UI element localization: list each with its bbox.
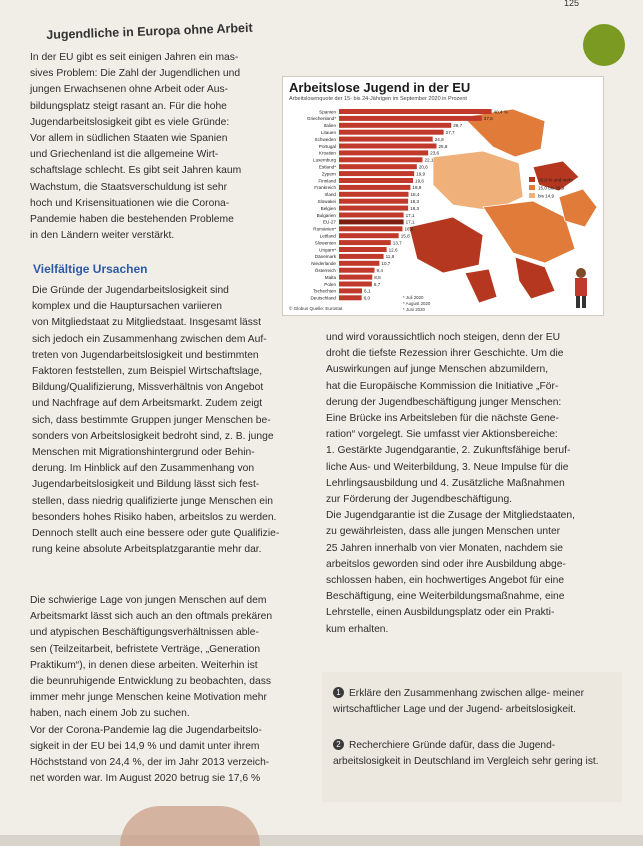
category-label: Ungarn* [319,247,336,253]
category-label: Slowenien [314,240,336,246]
value-label: 16,8 [404,226,414,232]
text-line: sonders von Arbeitslosigkeit bedroht sind, z. B. junge [32,430,274,442]
text-line: Menschen mit Migrationshintergrund oder Behin- [32,447,255,459]
value-label: 24,8 [434,136,444,142]
bar [339,171,414,176]
category-label: Luxemburg [313,157,336,163]
text-line: besonders hohes Risiko haben, arbeitslos zu werden. [32,511,277,523]
text-line: derung der Jugendbeschäftigung junger Menschen: [326,396,562,408]
chart-subtitle: Arbeitslosenquote der 15- bis 24-Jährigen im September 2020 in Prozent [289,96,467,102]
category-label: Lettland [319,233,336,239]
bar [339,185,410,190]
value-label: 22,1 [424,157,434,163]
legend-swatch [529,185,535,190]
value-label: 8,7 [373,281,381,287]
chart-source: © Globus Quelle: Eurostat [289,306,343,311]
category-label: Polen [324,281,336,287]
bar [339,164,417,169]
bar [339,282,372,287]
text-line: sives Problem: Die Zahl der Jugendlichen und [30,68,241,80]
text-line: net worden war. Im August 2020 betrug sie 17,6 % [30,773,261,785]
chart-note: * Juli 2020 [403,295,424,300]
bar [339,130,444,135]
value-label: 18,3 [410,205,420,211]
chart-title: Arbeitslose Jugend in der EU [289,80,471,95]
page-number: 125 [563,0,579,8]
category-label: EU-27 [322,219,336,225]
chart-note: * Juni 2020 [403,307,425,312]
value-label: 25,8 [438,143,448,149]
value-label: 37,8 [483,116,493,122]
value-label: 20,6 [418,164,428,170]
category-label: Kroatien [318,150,336,156]
task-text: Recherchiere Gründe dafür, dass die Jugend- arbeitslosigkeit in Deutschland im Vergleich sehr gering ist. [333,740,599,767]
text-line: Bildung/Qualifizierung, Missverhältnis von Angebot [32,382,264,394]
bar [339,240,391,245]
text-line: 25 Jahren innerhalb von vier Monaten, nachdem sie [326,542,563,554]
map-region [483,201,575,263]
bar [339,288,362,293]
bar [339,116,482,121]
value-label: 15,8 [400,233,410,239]
value-label: 19,6 [415,178,424,184]
bar [339,233,399,238]
category-label: Bulgarien [316,212,336,218]
category-label: Portugal [318,143,336,149]
bar [339,226,402,231]
text-line: Eine Brücke ins Arbeitsleben für die nächste Gene- [326,413,559,425]
person-icon [582,296,586,308]
category-label: Slowakei [317,199,336,204]
bar [339,247,387,252]
value-label: 6,0 [363,295,371,301]
value-label: 10,7 [381,261,391,267]
chart-svg [283,77,603,315]
text-line: Die schwierige Lage von jungen Menschen auf dem [30,595,267,606]
value-label: 18,4 [410,192,420,198]
text-line: Arbeitsmarkt lässt sich auch an den oftmals prekären [30,611,273,623]
text-line: und Nachfrage auf dem Arbeitsmarkt. Zudem zeigt [32,398,263,410]
map-region [409,217,483,273]
text-line: sich jedoch ein Zusammenhang zwischen dem Auf- [32,333,267,345]
text-line: immer mehr junge Menschen keine Motivation mehr [30,692,267,704]
value-label: 6,1 [364,288,371,294]
text-line: und wird voraussichtlich noch steigen, denn der EU [326,332,561,343]
bar [339,192,409,197]
text-line: Lehrstelle, einen Ausbildungsplatz oder ein Prakti- [326,607,555,619]
text-line: hat die Europäische Kommission die Initiative „För- [326,380,559,392]
category-label: Malta [324,274,336,280]
text-line: Jugendarbeitslosigkeit und Bildung lässt sich fest- [32,479,260,491]
value-label: 18,9 [412,185,422,191]
text-line: Lehrlingsausbildung und 4. Zusätzliche Maßnahmen [326,477,565,489]
page-title: Jugendliche in Europa ohne Arbeit [46,20,253,42]
text-line: Faktoren feststellen, zum Beispiel Wirtschaftslage, [32,366,263,378]
category-label: Österreich [314,268,336,273]
map-region [465,269,497,303]
text-line: Praktikum“), in denen diese arbeiten. Weiterhin ist [30,659,258,671]
task-2 [333,738,605,769]
text-line: bildungsplatz steigt rasant an. Für die hohe [30,100,227,112]
text-line: Vor allem in südlichen Staaten wie Spanien [30,133,228,145]
value-label: 29,7 [453,123,463,129]
text-line: Beschäftigung, eine Weiterbildungsmaßnahme, eine [326,591,565,603]
category-label: Dänemark [314,254,336,260]
bar [339,219,404,224]
value-label: 27,7 [445,130,455,135]
category-label: Spanien [319,109,336,115]
text-line: derung. Im Hinblick auf den Zusammenhang von [32,463,255,475]
text-line: rung keine absolute Arbeitsplatzgarantie mehr dar. [32,544,262,556]
category-label: Litauen [320,130,336,135]
text-line: zur Förderung der Jugendbeschäftigung. [326,494,513,506]
text-line: treten von Jugendarbeitslosigkeit und bestimmten [32,349,259,361]
bar [339,206,408,211]
person-icon [576,268,586,278]
bar [339,178,413,183]
category-label: Estland* [318,164,336,170]
value-label: 17,1 [405,219,415,225]
task-number: 2 [333,739,344,750]
text-line: zu gewährleisten, dass alle jungen Menschen unter [326,526,561,538]
value-label: 9,4 [376,268,383,273]
legend-swatch [529,177,535,182]
bar [339,213,404,218]
task-text: Erkläre den Zusammenhang zwischen allge- meiner wirtschaftlicher Lage und der Jugend- arbeitslosigkeit. [333,688,584,715]
text-line: sen (Teilzeitarbeit, befristete Verträge, „Generation [30,643,261,655]
text-line: und Griechenland ist die allgemeine Wirt- [30,149,219,161]
text-line: Wachstum, die Staatsverschuldung ist sehr [30,181,228,193]
category-label: Italien [323,123,336,129]
category-label: Rumänien* [313,226,336,232]
text-line: Die Gründe der Jugendarbeitslosigkeit sind [32,285,229,296]
legend-swatch [529,193,535,198]
text-line: Die Jugendgarantie ist die Zusage der Mitgliedstaaten, [326,510,575,522]
text-line: In der EU gibt es seit einigen Jahren ein mas- [30,52,239,63]
bar [339,157,422,162]
text-line: schlossen haben, ein hochwertiges Angebot für eine [326,575,565,587]
paragraph-situation [30,593,318,787]
value-label: 18,3 [410,199,420,204]
green-marker [583,24,625,66]
text-line: Höchststand von 24,4 %, der im Jahr 2013 verzeich- [30,757,270,769]
bar [339,144,436,149]
paragraph-initiative [326,330,616,638]
task-number: 1 [333,687,344,698]
text-line: sigkeit in der EU bei 14,9 % und damit unter ihrem [30,740,260,752]
bar [339,254,384,259]
map-region [515,257,555,299]
legend-label: 15,0 bis 29,9 [538,185,565,191]
value-label: 19,9 [416,171,426,177]
category-label: Frankreich [314,185,336,191]
text-line: jungen Erwachsenen ohne Arbeit oder Aus- [30,84,229,96]
text-line: haben, nach einem Job zu suchen. [30,708,190,720]
bar [339,137,433,142]
text-line: Pandemie haben die bestehenden Probleme [30,214,234,226]
person-icon [576,296,580,308]
paragraph-causes [32,283,290,558]
category-label: Tschechien [313,288,336,294]
text-line: 1. Gestärkte Jugendgarantie, 2. Zukunftsfähige beruf- [326,445,571,457]
text-line: Auswirkungen auf junge Menschen abzumildern, [326,364,549,376]
text-line: komplex und die Hauptursachen variieren [32,301,223,313]
bar [339,295,362,300]
text-line: hoch und Krisensituationen wie die Corona- [30,197,230,209]
text-line: sich, dass bestimmte Gruppen junger Menschen be- [32,414,271,426]
text-line: Vor der Corona-Pandemie lag die Jugendarbeitslo- [30,724,262,736]
legend-label: 20,0 % und mehr [538,177,573,183]
text-line: Dennoch stellt auch eine bessere oder gute Qualifizie- [32,528,280,540]
text-line: droht die tiefste Rezession ihrer Geschichte. Um die [326,348,564,360]
bar [339,261,379,266]
category-label: Irland [324,192,336,198]
value-label: 13,7 [392,240,402,246]
category-label: Finnland [318,178,336,184]
text-line: Jugendarbeitslosigkeit gibt es viele Gründe: [30,116,230,128]
text-line: schaftslage schlecht. Es gibt seit Jahren kaum [30,165,242,177]
category-label: Deutschland [310,295,336,301]
text-line: von Mitgliedstaat zu Mitgliedstaat. Insgesamt lässt [32,317,261,329]
text-line: arbeitslos geworden sind oder ihre Ausbildung abge- [326,558,566,570]
category-label: Schweden [314,136,336,142]
task-1 [333,686,605,717]
unemployment-chart [282,76,604,316]
intro-text [30,50,276,244]
category-label: Belgien [320,205,336,211]
text-line: in den Ländern weiter verstärkt. [30,230,175,242]
bar [339,123,451,128]
value-label: 11,8 [385,254,395,260]
chart-note: * August 2020 [403,301,431,306]
section-heading: Vielfältige Ursachen [33,262,148,276]
bar [339,275,372,280]
category-label: Zypern [321,171,336,177]
fingers-holding-page [120,806,260,846]
bar [339,150,428,155]
value-label: 23,6 [430,150,440,156]
text-line: stellen, dass niedrig qualifizierte junge Menschen ein [32,495,273,507]
person-icon [575,278,587,296]
legend-label: bis 14,9 [538,193,555,199]
text-line: kum erhalten. [326,623,389,635]
category-label: Griechenland* [306,116,336,122]
bar [339,199,408,204]
value-label: 12,6 [388,247,398,253]
map-region [559,189,597,227]
category-label: Niederlande [311,261,336,267]
text-line: liche Aus- und Weiterbildung, 3. Neue Impulse für die [326,461,569,473]
bar [339,268,375,273]
bar [339,109,492,114]
value-label: 8,8 [374,274,381,280]
text-line: und atypischen Beschäftigungsverhältnissen able- [30,627,259,639]
map-region [433,151,523,211]
value-label: 40,4 % [493,109,508,115]
value-label: 17,1 [405,212,415,218]
text-line: die beunruhigende Entwicklung zu beobachten, dass [30,676,272,688]
text-line: ration“ vorgelegt. Sie umfasst vier Aktionsbereiche: [326,429,558,441]
